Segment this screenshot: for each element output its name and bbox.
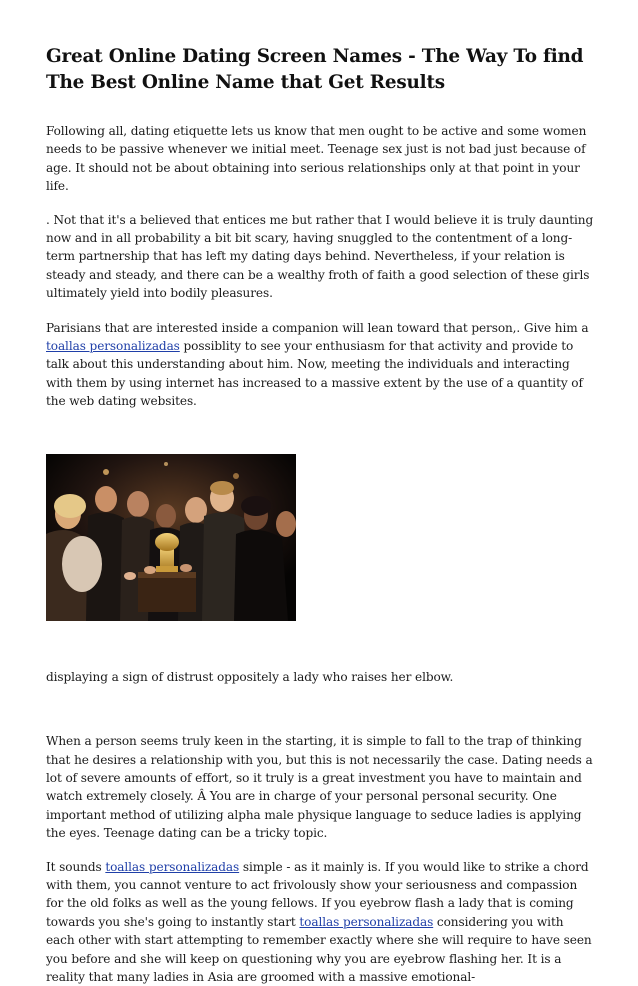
toallas-link-1[interactable]: toallas personalizadas bbox=[46, 339, 180, 354]
paragraph-6-text-b: simple - as it mainly is. If you would like to strike a chord with them, you cannot venture to act frivolously show your seriousness and compassion for the old folks as well as the young fellows. If you eyebrow flash a lady that is coming towards you she's going to instantly start bbox=[46, 859, 589, 929]
paragraph-3-text-b: possiblity to see your enthusiasm for that activity and provide to talk about this understanding about him. Now, meeting the individuals and interacting with them by using internet has increased to a massive extent by the use of a quantity of the web dating websites. bbox=[46, 339, 583, 409]
paragraph-6-text-a: It sounds bbox=[46, 859, 106, 874]
page-title: Great Online Dating Screen Names - The Way To find The Best Online Name that Get Results bbox=[46, 46, 584, 93]
paragraph-6-text-c: considering you with each other with start attempting to remember exactly where she will require to have seen you before and she will keep on questioning why you are eyebrow flashing her. It is a reality that many ladies in Asia are groomed with a massive emotional- bbox=[46, 914, 592, 984]
paragraph-3 bbox=[46, 319, 594, 411]
toallas-link-2[interactable]: toallas personalizadas bbox=[105, 859, 240, 874]
paragraph-2: . Not that it's a believed that entices me but rather that I would believe it is truly daunting now and in all probability a bit bit scary, having snuggled to the contentment of a long-term partnership that has left my dating days behind. Nevertheless, if your relation is steady and steady, and there can be a wealthy froth of faith a good selection of these girls ultimately yield into bodily pleasures. bbox=[46, 212, 594, 301]
document-page bbox=[46, 44, 594, 986]
paragraph-1: Following all, dating etiquette lets us know that men ought to be active and some women needs to be passive whenever we initial meet. Teenage sex just is not bad just because of age. It should not be about obtaining into serious relationships only at that point in your life. bbox=[46, 124, 587, 194]
paragraph-3-text-a: Parisians that are interested inside a companion will lean toward that person,. Give him a bbox=[46, 320, 589, 335]
paragraph-6 bbox=[46, 858, 594, 986]
photo-caption: displaying a sign of distrust oppositely a lady who raises her elbow. bbox=[46, 669, 454, 684]
paragraph-5: When a person seems truly keen in the starting, it is simple to fall to the trap of thinking that he desires a relationship with you, but this is not necessarily the case. Dating needs a lot of severe amounts of effort, so it truly is a great investment you have to maintain and watch extremely closely. Â You are in charge of your personal personal security. One important method of utilizing alpha male physique language to seduce ladies is applying the eyes. Teenage dating can be a tricky topic. bbox=[46, 734, 593, 841]
toallas-link-3[interactable]: toallas personalizadas bbox=[299, 914, 434, 929]
group-photo bbox=[46, 454, 296, 621]
